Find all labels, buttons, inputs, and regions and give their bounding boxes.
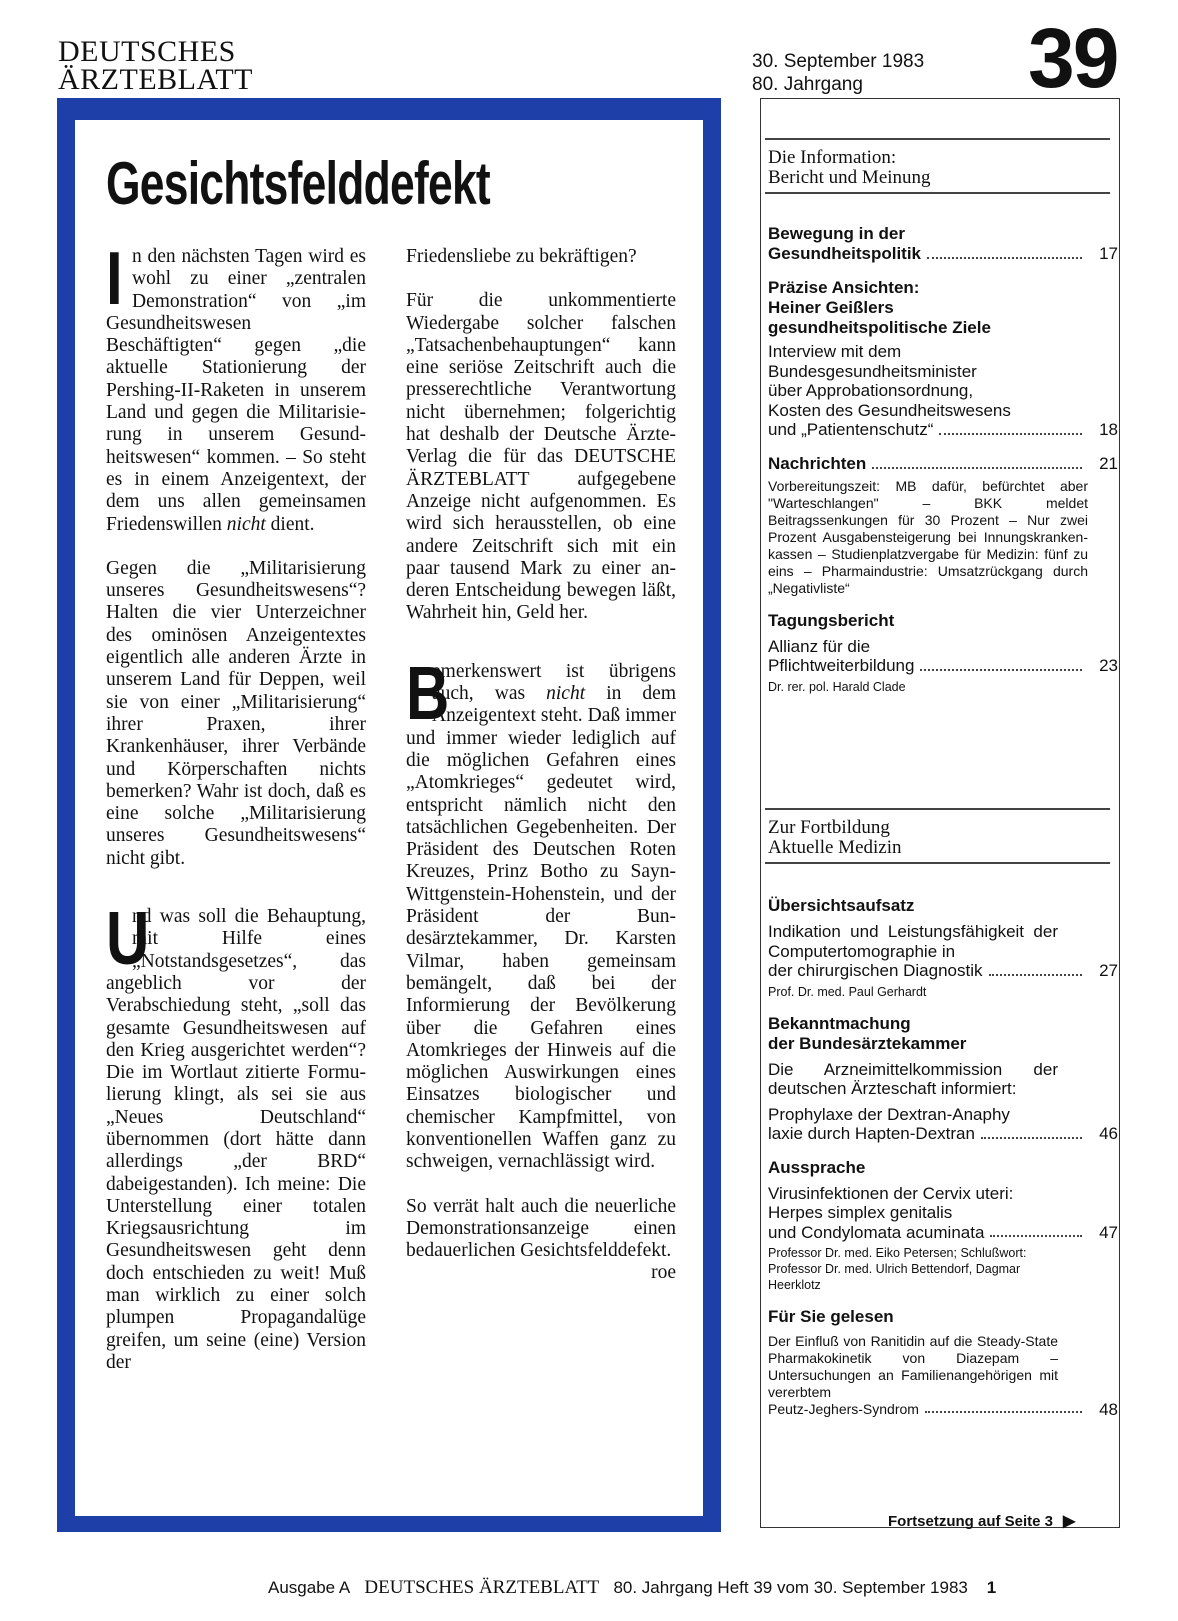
emphasis: nicht: [226, 513, 266, 535]
editorial-column-left: [106, 236, 366, 1396]
issue-number: 39: [1028, 11, 1118, 105]
footer-edition: Ausgabe A: [268, 1578, 351, 1597]
paragraph: Gegen die „Militarisierung unseres Gesundheitswesens“? Halten die vier Unterzeichner des ominösen Anzeigentextes eigentlich alle anderen Ärzte in unserem Land für Deppen, weil sie von einer „Militarisierung“ ihrer Praxen, ihrer Krankenhäuser, ihrer Verbände und Körperschaften nichts bemerken? Wahr ist doch, daß es eine solche „Militarisierung unseres Gesundheitswesens“ nicht gibt.: [106, 557, 366, 869]
masthead-line-2: ÄRZTEBLATT: [58, 63, 253, 96]
page-number: 18: [1099, 420, 1118, 439]
drop-cap: B: [406, 650, 450, 735]
divider: [765, 138, 1110, 140]
page-footer: [268, 1577, 996, 1599]
page-number: 48: [1099, 1400, 1118, 1419]
author-line: Dr. rer. pol. Harald Clade: [768, 679, 906, 694]
toc-entry[interactable]: Bekanntmachung der Bundesärztekammer Die Arzneimittelkommission der deutschen Ärzteschaft informiert: Prophylaxe der Dextran-Anaphy laxie durch Hapten-Dextran 46: [768, 1013, 1118, 1143]
page-number: 23: [1099, 656, 1118, 675]
emphasis: nicht: [546, 683, 586, 705]
contents-list-fortbildung: [768, 896, 1118, 1432]
issue-volume: 80. Jahrgang: [752, 74, 863, 95]
page-number: 21: [1099, 453, 1118, 473]
issue-date: 30. September 1983: [752, 51, 925, 72]
paragraph: Für die unkommentierte Wiedergabe solcher falschen „Tatsachenbehauptungen“ kann eine seriöse Zeitschrift auch die presserechtliche Verantwortung nicht übernehmen; folgerichtig hat deshalb der Deutsche Ärzte-Verlag die für das DEUTSCHE ÄRZTEBLATT aufgegebene Anzeige nicht aufgenommen. Es wird sich herausstellen, ob eine andere Zeitschrift sich mit ein paar tausend Mark zu einer anderen Entscheidung bewegen läßt, Wahrheit hin, Geld her.: [406, 290, 676, 624]
paragraph: Friedensliebe zu bekräftigen?: [406, 246, 637, 267]
masthead-line-1: DEUTSCHES: [58, 35, 236, 68]
divider: [765, 808, 1110, 810]
page-number: 46: [1099, 1124, 1118, 1143]
toc-entry[interactable]: Übersichtsaufsatz Indikation und Leistungsfähigkeit der Computertomographie in der chirurgischen Diagnostik 27 Prof. Dr. med. Paul Gerhardt: [768, 896, 1118, 999]
section-heading-information: Die Information: Bericht und Meinung: [768, 147, 931, 188]
toc-entry[interactable]: Tagungsbericht Allianz für die Pflichtweiterbildung 23 Dr. rer. pol. Harald Clade: [768, 610, 1118, 694]
author-signature: roe: [651, 1262, 676, 1284]
footer-page-number: 1: [986, 1578, 997, 1597]
footer-magazine: DEUTSCHES ÄRZTEBLATT: [364, 1577, 600, 1598]
editorial-headline: Gesichtsfelddefekt: [106, 150, 490, 217]
continue-link[interactable]: Fortsetzung auf Seite 3 ▶: [888, 1513, 1076, 1530]
footer-details: 80. Jahrgang Heft 39 vom 30. September 1983: [613, 1578, 968, 1597]
section-heading-fortbildung: Zur Fortbildung Aktuelle Medizin: [768, 817, 902, 858]
page-number: 27: [1099, 961, 1118, 980]
toc-entry[interactable]: Präzise Ansichten: Heiner Geißlers gesundheitspolitische Ziele Interview mit dem Bundesgesundheitsminister über Approbationsordnung, Kosten des Gesundheitswesens und „Patientenschutz“ 18: [768, 278, 1118, 439]
issue-info: [752, 50, 924, 96]
divider: [765, 862, 1110, 864]
toc-entry[interactable]: Bewegung in der Gesundheitspolitik 17: [768, 224, 1118, 263]
page-number: 47: [1099, 1222, 1118, 1242]
paragraph: B emerkenswert ist übrigens auch, was nicht in dem Anzeigentext steht. Daß immer und immer wieder lediglich auf die möglichen Gefahren eines „Atomkrieges“ gedeutet wird, entspricht nämlich nicht den tatsächlichen Gegebenheiten. Der Präsident des Deutschen Roten Kreuzes, Prinz Botho zu Sayn-Wittgenstein-Hohenstein, und der Präsident der Bundesärztekammer, Dr. Karsten Vilmar, haben gemeinsam bemängelt, daß bei der Informierung der Bevölkerung über die Gefahren eines Atomkrieges der Hinweis auf die möglichen Auswirkungen eines Einsatzes biologischer und chemischer Kampfmittel, von konventionellen Waffen ganz zu schweigen, vernachlässigt wird.: [406, 650, 677, 1173]
paragraph: So verrät halt auch die neuerliche Demonstrationsanzeige einen bedauerlichen Gesichtsfelddefekt. roe: [406, 1195, 676, 1284]
arrow-right-icon: ▶: [1063, 1513, 1076, 1530]
page-number: 17: [1099, 244, 1118, 263]
contents-list-information: [768, 224, 1118, 709]
masthead-logo: [58, 35, 253, 96]
toc-entry[interactable]: Nachrichten 21 Vorbereitungszeit: MB dafür, befürchtet aber "Warteschlangen" – BKK meldet Beitragssenkungen für 30 Prozent – Nur zwei Prozent Ausgabensteigerung bei Innungskrankenkassen – Studienplatzvergabe für Medizin: fünf zu eins – Pharmaindustrie: Umsatzrückgang durch „Negativliste“: [768, 453, 1118, 596]
toc-entry[interactable]: Aussprache Virusinfektionen der Cervix uteri: Herpes simplex genitalis und Condylomata acuminata 47 Professor Dr. med. Eiko Petersen; Schlußwort: Professor Dr. med. Ulrich Bettendorf, Dagmar Heerklotz: [768, 1157, 1118, 1292]
drop-cap: I: [106, 236, 123, 320]
author-line: Professor Dr. med. Eiko Petersen; Schlußwort: Professor Dr. med. Ulrich Bettendorf, Dagmar Heerklotz: [768, 1246, 1027, 1292]
editorial-column-right: [406, 246, 676, 1285]
divider: [765, 192, 1110, 194]
toc-entry[interactable]: Für Sie gelesen Der Einfluß von Ranitidin auf die Steady-State Pharmakokinetik von Diazepam – Untersuchungen an Familienangehörigen mit vererbtem Peutz-Jeghers-Syndrom 48: [768, 1307, 1118, 1419]
author-line: Prof. Dr. med. Paul Gerhardt: [768, 984, 927, 999]
drop-cap: U: [106, 896, 150, 981]
paragraph: In den nächsten Tagen wird es wohl zu einer „zentralen Demonstration“ von „im Gesundheitswesen Beschäftigten“ gegen „die aktuelle Stationierung der Pershing-II-Raketen in unserem Land und gegen die Militarisierung in unserem Gesundheitswesen“ kommen. – So steht es in einem Anzeigentext, der dem uns allen gemeinsamen Friedenswillen nicht dient.: [106, 236, 366, 535]
paragraph: U nd was soll die Behauptung, mit Hilfe eines „Notstandsgesetzes“, das angeblich vor der Verabschiedung steht, „soll das gesamte Gesundheitswesen auf den Krieg ausgerichtet werden“? Die im Wortlaut zitierte Formulierung klingt, als sei sie aus „Neues Deutschland“ übernommen (dort hätte dann allerdings „der BRD“ dabeigestanden). Ich meine: Die Unterstellung einer totalen Kriegsausrichtung im Gesundheitswesen geht denn doch entschieden zu weit! Muß man wirklich zu einer solch plumpen Propagandalüge greifen, um seine (eine) Version der: [106, 896, 366, 1373]
